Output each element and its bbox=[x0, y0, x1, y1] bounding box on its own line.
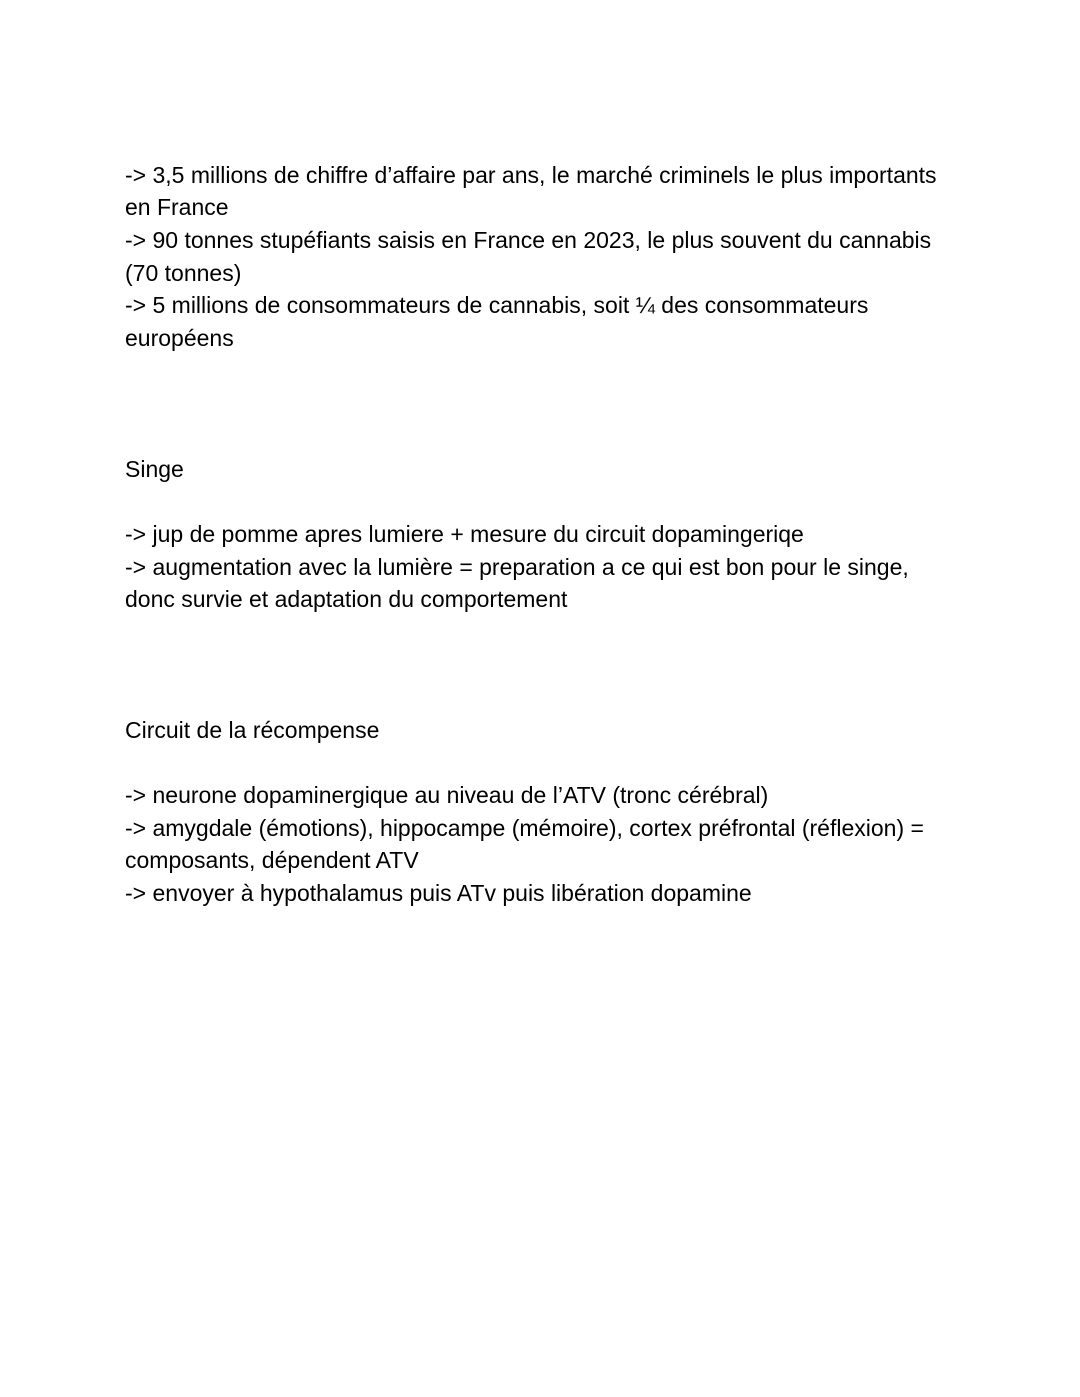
stats-line-6: européens bbox=[125, 325, 234, 351]
stats-line-2: en France bbox=[125, 194, 229, 220]
stats-line-3: -> 90 tonnes stupéfiants saisis en France en 2023, le plus souvent du cannabis bbox=[125, 227, 932, 253]
singe-line-3: donc survie et adaptation du comportement bbox=[125, 586, 568, 612]
circuit-line-1: -> neurone dopaminergique au niveau de l’ATV (tronc cérébral) bbox=[125, 782, 769, 808]
circuit-line-2: -> amygdale (émotions), hippocampe (mémoire), cortex préfrontal (réflexion) = bbox=[125, 815, 924, 841]
stats-line-1: -> 3,5 millions de chiffre d’affaire par ans, le marché criminels le plus importants bbox=[125, 162, 937, 188]
stats-line-4: (70 tonnes) bbox=[125, 260, 242, 286]
circuit-heading: Circuit de la récompense bbox=[125, 717, 380, 743]
circuit-line-3: composants, dépendent ATV bbox=[125, 847, 419, 873]
singe-line-1: -> jup de pomme apres lumiere + mesure du circuit dopamingeriqe bbox=[125, 521, 804, 547]
singe-line-2: -> augmentation avec la lumière = preparation a ce qui est bon pour le singe, bbox=[125, 554, 909, 580]
singe-heading: Singe bbox=[125, 456, 184, 482]
stats-line-5: -> 5 millions de consommateurs de cannabis, soit ¼ des consommateurs bbox=[125, 292, 869, 318]
circuit-line-4: -> envoyer à hypothalamus puis ATv puis libération dopamine bbox=[125, 880, 752, 906]
